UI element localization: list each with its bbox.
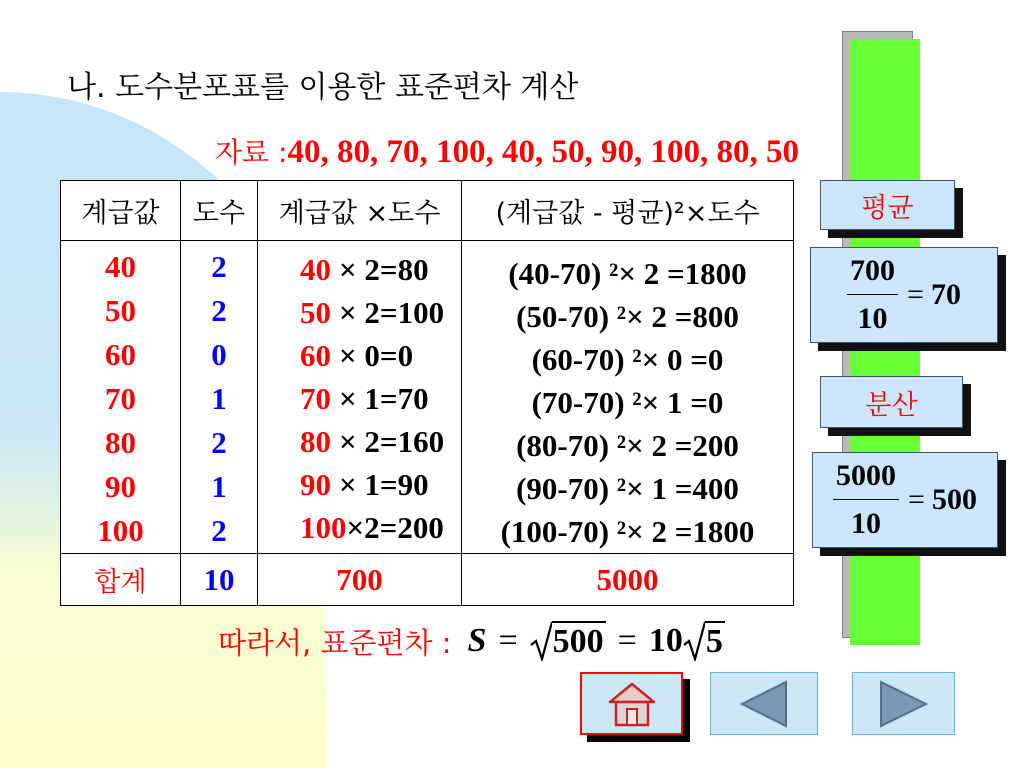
- squared-deviation: (70-70) ²× 1 =0: [531, 385, 724, 420]
- triangle-right-icon: [853, 673, 954, 734]
- std-dev-symbol: S: [467, 622, 487, 659]
- squared-deviation-list: [462, 241, 793, 553]
- squared-deviation: (40-70) ²× 2 =1800: [508, 256, 747, 291]
- class-value-list: [61, 241, 180, 553]
- product-row: [300, 334, 461, 377]
- body-row: [61, 241, 794, 554]
- conclusion-label: 따라서, 표준편차 :: [218, 625, 452, 660]
- back-button[interactable]: [710, 672, 818, 735]
- data-label: 자료 :: [215, 136, 288, 169]
- product-expression: × 2=80: [339, 252, 429, 287]
- product-row: [300, 463, 461, 506]
- frequency: 1: [211, 469, 227, 504]
- product-factor: 40: [300, 252, 331, 287]
- variance-denominator: 10: [851, 507, 882, 540]
- mean-label-box: [820, 180, 955, 230]
- frequency-column: [181, 241, 258, 554]
- mean-formula-box: [810, 247, 998, 343]
- product-factor: 100: [300, 510, 347, 545]
- slide-title: 나. 도수분포표를 이용한 표준편차 계산: [67, 70, 579, 105]
- square-root-icon: [683, 621, 705, 661]
- class-value: 70: [105, 381, 136, 416]
- total-frequency: 10: [203, 561, 235, 597]
- header-class-value: 계급값: [61, 181, 181, 241]
- frequency: 2: [211, 249, 227, 284]
- variance-formula-box: [812, 452, 998, 548]
- product-expression: ×2=200: [346, 510, 444, 545]
- total-product-cell: [258, 554, 462, 606]
- total-label: 합계: [94, 567, 147, 598]
- header-frequency: 도수: [181, 181, 258, 241]
- total-frequency-cell: [181, 554, 258, 606]
- radicand: 500: [552, 623, 604, 660]
- frequency: 2: [211, 293, 227, 328]
- product-factor: 80: [300, 424, 331, 459]
- product-row: [300, 291, 461, 334]
- product-row: [300, 420, 461, 463]
- product-list: [258, 241, 461, 549]
- total-squared-deviation-cell: [462, 554, 794, 606]
- product-row: [300, 506, 461, 549]
- product-factor: 90: [300, 467, 331, 502]
- home-icon: [607, 681, 657, 727]
- header-squared-deviation: (계급값 - 평균)²×도수: [462, 181, 794, 241]
- class-value: 50: [105, 293, 136, 328]
- class-value-column: [61, 241, 181, 554]
- header-product: 계급값 ×도수: [258, 181, 462, 241]
- frequency: 1: [211, 381, 227, 416]
- product-column: [258, 241, 462, 554]
- frequency: 0: [211, 337, 227, 372]
- square-root: [683, 621, 725, 661]
- forward-button[interactable]: [852, 672, 955, 735]
- header-row: [61, 181, 794, 241]
- class-value: 80: [105, 425, 136, 460]
- home-button[interactable]: [580, 672, 683, 735]
- class-value: 60: [105, 337, 136, 372]
- coefficient: 10: [648, 622, 683, 659]
- product-factor: 50: [300, 295, 331, 330]
- product-expression: × 2=160: [339, 424, 445, 459]
- product-expression: × 0=0: [339, 338, 414, 373]
- conclusion-line: [218, 618, 725, 664]
- class-value: 90: [105, 469, 136, 504]
- class-value: 100: [97, 513, 144, 548]
- triangle-left-icon: [711, 673, 817, 734]
- mean-fraction: [847, 254, 898, 336]
- mean-denominator: 10: [857, 302, 888, 335]
- class-value: 40: [105, 249, 136, 284]
- variance-label: 분산: [865, 389, 918, 421]
- squared-deviation: (50-70) ²× 2 =800: [516, 299, 739, 334]
- total-label-cell: [61, 554, 181, 606]
- product-factor: 70: [300, 381, 331, 416]
- simplified-radicand: 5: [705, 623, 723, 660]
- frequency: 2: [211, 513, 227, 548]
- total-squared-deviation: 5000: [596, 561, 659, 597]
- square-root-icon: [530, 621, 552, 661]
- product-row: [300, 377, 461, 420]
- mean-label: 평균: [861, 192, 914, 224]
- mean-result: 70: [930, 278, 961, 311]
- variance-fraction: [833, 459, 899, 541]
- squared-deviation: (90-70) ²× 1 =400: [516, 471, 739, 506]
- product-expression: × 1=70: [339, 381, 429, 416]
- squared-deviation: (80-70) ²× 2 =200: [516, 428, 739, 463]
- data-line: [215, 130, 799, 174]
- mean-equals: =: [907, 278, 924, 311]
- frequency-table: [60, 180, 794, 606]
- product-row: [300, 248, 461, 291]
- variance-equals: =: [908, 483, 925, 516]
- product-expression: × 2=100: [339, 295, 445, 330]
- std-dev-formula: [468, 621, 725, 661]
- square-root: [530, 621, 606, 661]
- frequency: 2: [211, 425, 227, 460]
- variance-label-box: [820, 376, 963, 428]
- equals-sign: =: [498, 622, 518, 659]
- product-factor: 60: [300, 338, 331, 373]
- product-expression: × 1=90: [339, 467, 429, 502]
- squared-deviation: (100-70) ²× 2 =1800: [500, 514, 755, 549]
- equals-sign: =: [617, 622, 637, 659]
- data-values: 40, 80, 70, 100, 40, 50, 90, 100, 80, 50: [287, 134, 799, 170]
- total-product: 700: [336, 561, 383, 597]
- fraction-bar: [847, 294, 898, 295]
- mean-numerator: 700: [850, 254, 896, 287]
- fraction-bar: [833, 499, 899, 500]
- frequency-list: [181, 241, 257, 553]
- squared-deviation-column: [462, 241, 794, 554]
- total-row: [61, 554, 794, 606]
- variance-result: 500: [931, 483, 977, 516]
- variance-numerator: 5000: [836, 459, 897, 492]
- squared-deviation: (60-70) ²× 0 =0: [531, 342, 724, 377]
